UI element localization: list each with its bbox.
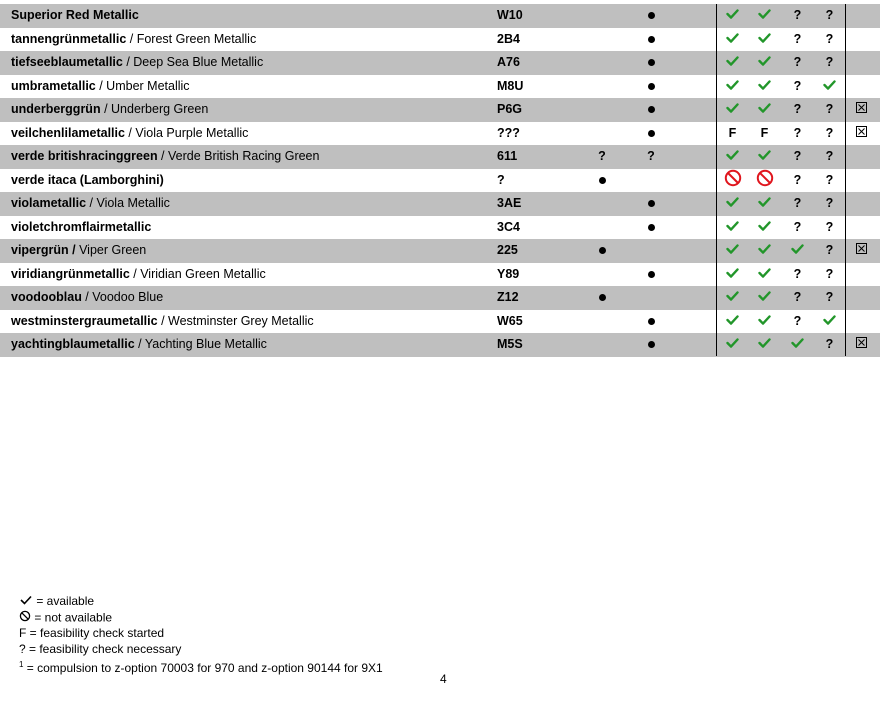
checkmark-icon: [19, 594, 33, 610]
color-code: W10: [497, 8, 523, 22]
status-text: ?: [793, 172, 802, 187]
color-code: 3AE: [497, 196, 522, 210]
table-row: [0, 216, 880, 240]
color-name: [11, 263, 266, 287]
color-name-english: / Viola Purple Metallic: [124, 125, 249, 140]
checkmark-icon: [749, 192, 780, 216]
status-text: ?: [825, 266, 834, 281]
color-name: [11, 4, 139, 28]
color-name: [11, 169, 164, 193]
checkmark-icon: [718, 239, 747, 263]
status-text: ?: [825, 125, 834, 140]
bullet-dot-icon: [637, 216, 665, 240]
color-name-german: umbrametallic: [11, 78, 96, 93]
not-available-icon: [749, 169, 780, 193]
color-name: [11, 122, 248, 146]
legend-footnote: $^1$ = compulsion to z-option 70003 for 970 and z-option 90144 for 9X1: [19, 660, 383, 676]
color-code: ???: [497, 125, 520, 140]
table-row: [0, 122, 880, 146]
color-name-german: verde itaca (Lamborghini): [11, 172, 164, 187]
table-row: [0, 4, 880, 28]
status-text: ?: [825, 149, 834, 163]
color-name-german: yachtingblaumetallic: [11, 337, 135, 351]
table-row: [0, 239, 880, 263]
status-text: ?: [598, 149, 606, 163]
color-code: M8U: [497, 78, 524, 93]
not-available-icon: [718, 169, 747, 193]
color-name: [11, 239, 146, 263]
color-code: 225: [497, 243, 518, 257]
table-row: [0, 333, 880, 357]
checkmark-icon: [782, 239, 813, 263]
status-text: ?: [647, 149, 655, 163]
color-name-german: underberggrün: [11, 102, 101, 116]
status-text: ?: [793, 266, 802, 281]
color-name: [11, 333, 267, 357]
color-name-german: vipergrün /: [11, 243, 76, 257]
checkmark-icon: [718, 333, 747, 357]
color-name-english: / Underberg Green: [100, 102, 209, 116]
table-row: [0, 75, 880, 99]
not-available-icon: [19, 610, 31, 627]
checkmark-icon: [718, 310, 747, 334]
color-name-german: tannengrünmetallic: [11, 31, 127, 46]
legend-feasibility-started: F = feasibility check started: [19, 626, 165, 641]
color-name: [11, 145, 319, 169]
color-code: A76: [497, 55, 520, 69]
color-name-english: / Westminster Grey Metallic: [157, 313, 314, 328]
color-name-english: Viper Green: [75, 243, 147, 257]
crossed-box-icon: [847, 98, 876, 122]
bullet-dot-icon: [637, 98, 665, 122]
color-code: P6G: [497, 102, 523, 116]
column-divider: [716, 4, 717, 356]
color-name-english: / Yachting Blue Metallic: [134, 337, 267, 351]
color-name-german: verde britishracinggreen: [11, 149, 158, 163]
status-text: ?: [825, 196, 834, 210]
checkmark-icon: [749, 98, 780, 122]
table-row: [0, 28, 880, 52]
bullet-dot-icon: [637, 28, 665, 52]
status-text: ?: [825, 55, 834, 69]
checkmark-icon: [718, 263, 747, 287]
color-table: [0, 4, 880, 357]
color-name-german: violametallic: [11, 196, 87, 210]
checkmark-icon: [749, 4, 780, 28]
color-name-english: / Forest Green Metallic: [126, 31, 257, 46]
color-name-german: westminstergraumetallic: [11, 313, 158, 328]
checkmark-icon: [749, 51, 780, 75]
bullet-dot-icon: [637, 333, 665, 357]
checkmark-icon: [749, 310, 780, 334]
status-text: ?: [793, 290, 802, 304]
color-name: [11, 28, 256, 52]
color-code: Y89: [497, 266, 520, 281]
bullet-dot-icon: [637, 4, 665, 28]
legend: [19, 594, 383, 677]
status-text: ?: [825, 8, 834, 22]
status-text: ?: [793, 313, 802, 328]
color-name: [11, 286, 163, 310]
checkmark-icon: [749, 263, 780, 287]
bullet-dot-icon: [637, 51, 665, 75]
status-text: ?: [825, 243, 834, 257]
footnote-mark: 1: [19, 660, 24, 670]
crossed-box-icon: [847, 122, 876, 146]
checkmark-icon: [749, 75, 780, 99]
checkmark-icon: [814, 75, 845, 99]
status-text: ?: [825, 290, 834, 304]
checkmark-icon: [718, 51, 747, 75]
crossed-box-icon: [847, 239, 876, 263]
column-divider: [845, 4, 846, 356]
status-text: ?: [825, 219, 834, 234]
table-row: [0, 310, 880, 334]
checkmark-icon: [749, 145, 780, 169]
color-code: 611: [497, 149, 518, 163]
color-name-english: / Voodoo Blue: [81, 290, 164, 304]
color-name: [11, 192, 170, 216]
status-text: ?: [793, 8, 802, 22]
color-name-english: / Viola Metallic: [86, 196, 170, 210]
color-code: ?: [497, 172, 505, 187]
checkmark-icon: [718, 216, 747, 240]
checkmark-icon: [749, 239, 780, 263]
table-row: [0, 51, 880, 75]
bullet-dot-icon: [637, 192, 665, 216]
bullet-dot-icon: [637, 75, 665, 99]
color-name: [11, 51, 263, 75]
checkmark-icon: [718, 145, 747, 169]
checkmark-icon: [749, 28, 780, 52]
legend-feasibility-necessary: ? = feasibility check necessary: [19, 641, 182, 656]
color-name-english: / Viridian Green Metallic: [129, 266, 266, 281]
status-text: ?: [825, 337, 834, 351]
color-code: M5S: [497, 337, 523, 351]
legend-available: = available: [19, 594, 383, 610]
checkmark-icon: [749, 333, 780, 357]
status-text: ?: [793, 31, 802, 46]
status-text: ?: [793, 102, 802, 116]
status-text: ?: [825, 172, 834, 187]
bullet-dot-icon: [637, 263, 665, 287]
status-text: ?: [793, 149, 802, 163]
color-name-german: viridiangrünmetallic: [11, 266, 130, 281]
checkmark-icon: [814, 310, 845, 334]
color-code: Z12: [497, 290, 519, 304]
checkmark-icon: [718, 98, 747, 122]
table-row: [0, 98, 880, 122]
status-text: ?: [793, 78, 802, 93]
bullet-dot-icon: [588, 169, 616, 193]
status-text: F: [760, 125, 769, 140]
status-text: F: [728, 125, 737, 140]
color-name: [11, 216, 151, 240]
table-row: [0, 145, 880, 169]
checkmark-icon: [782, 333, 813, 357]
status-text: ?: [793, 125, 802, 140]
legend-not-available: = not available: [19, 610, 383, 627]
checkmark-icon: [749, 286, 780, 310]
color-name: [11, 98, 208, 122]
color-name-english: / Umber Metallic: [95, 78, 190, 93]
table-row: [0, 169, 880, 193]
checkmark-icon: [749, 216, 780, 240]
table-row: [0, 286, 880, 310]
color-name-english: / Deep Sea Blue Metallic: [122, 55, 264, 69]
page-number: 4: [440, 672, 447, 686]
color-name-german: veilchenlilametallic: [11, 125, 125, 140]
color-name-german: voodooblau: [11, 290, 82, 304]
checkmark-icon: [718, 192, 747, 216]
bullet-dot-icon: [637, 310, 665, 334]
color-name: [11, 75, 190, 99]
color-name-german: tiefseeblaumetallic: [11, 55, 123, 69]
bullet-dot-icon: [588, 239, 616, 263]
color-code: 3C4: [497, 219, 520, 234]
checkmark-icon: [718, 28, 747, 52]
status-text: ?: [793, 55, 802, 69]
status-text: ?: [793, 196, 802, 210]
color-name: [11, 310, 314, 334]
bullet-dot-icon: [637, 122, 665, 146]
bullet-dot-icon: [588, 286, 616, 310]
color-name-german: Superior Red Metallic: [11, 8, 139, 22]
status-text: ?: [793, 219, 802, 234]
color-name-english: / Verde British Racing Green: [157, 149, 320, 163]
status-text: ?: [825, 102, 834, 116]
status-text: ?: [825, 31, 834, 46]
checkmark-icon: [718, 75, 747, 99]
color-code: 2B4: [497, 31, 520, 46]
color-code: W65: [497, 313, 523, 328]
checkmark-icon: [718, 286, 747, 310]
checkmark-icon: [718, 4, 747, 28]
color-name-german: violetchromflairmetallic: [11, 219, 152, 234]
table-row: [0, 192, 880, 216]
crossed-box-icon: [847, 333, 876, 357]
table-row: [0, 263, 880, 287]
